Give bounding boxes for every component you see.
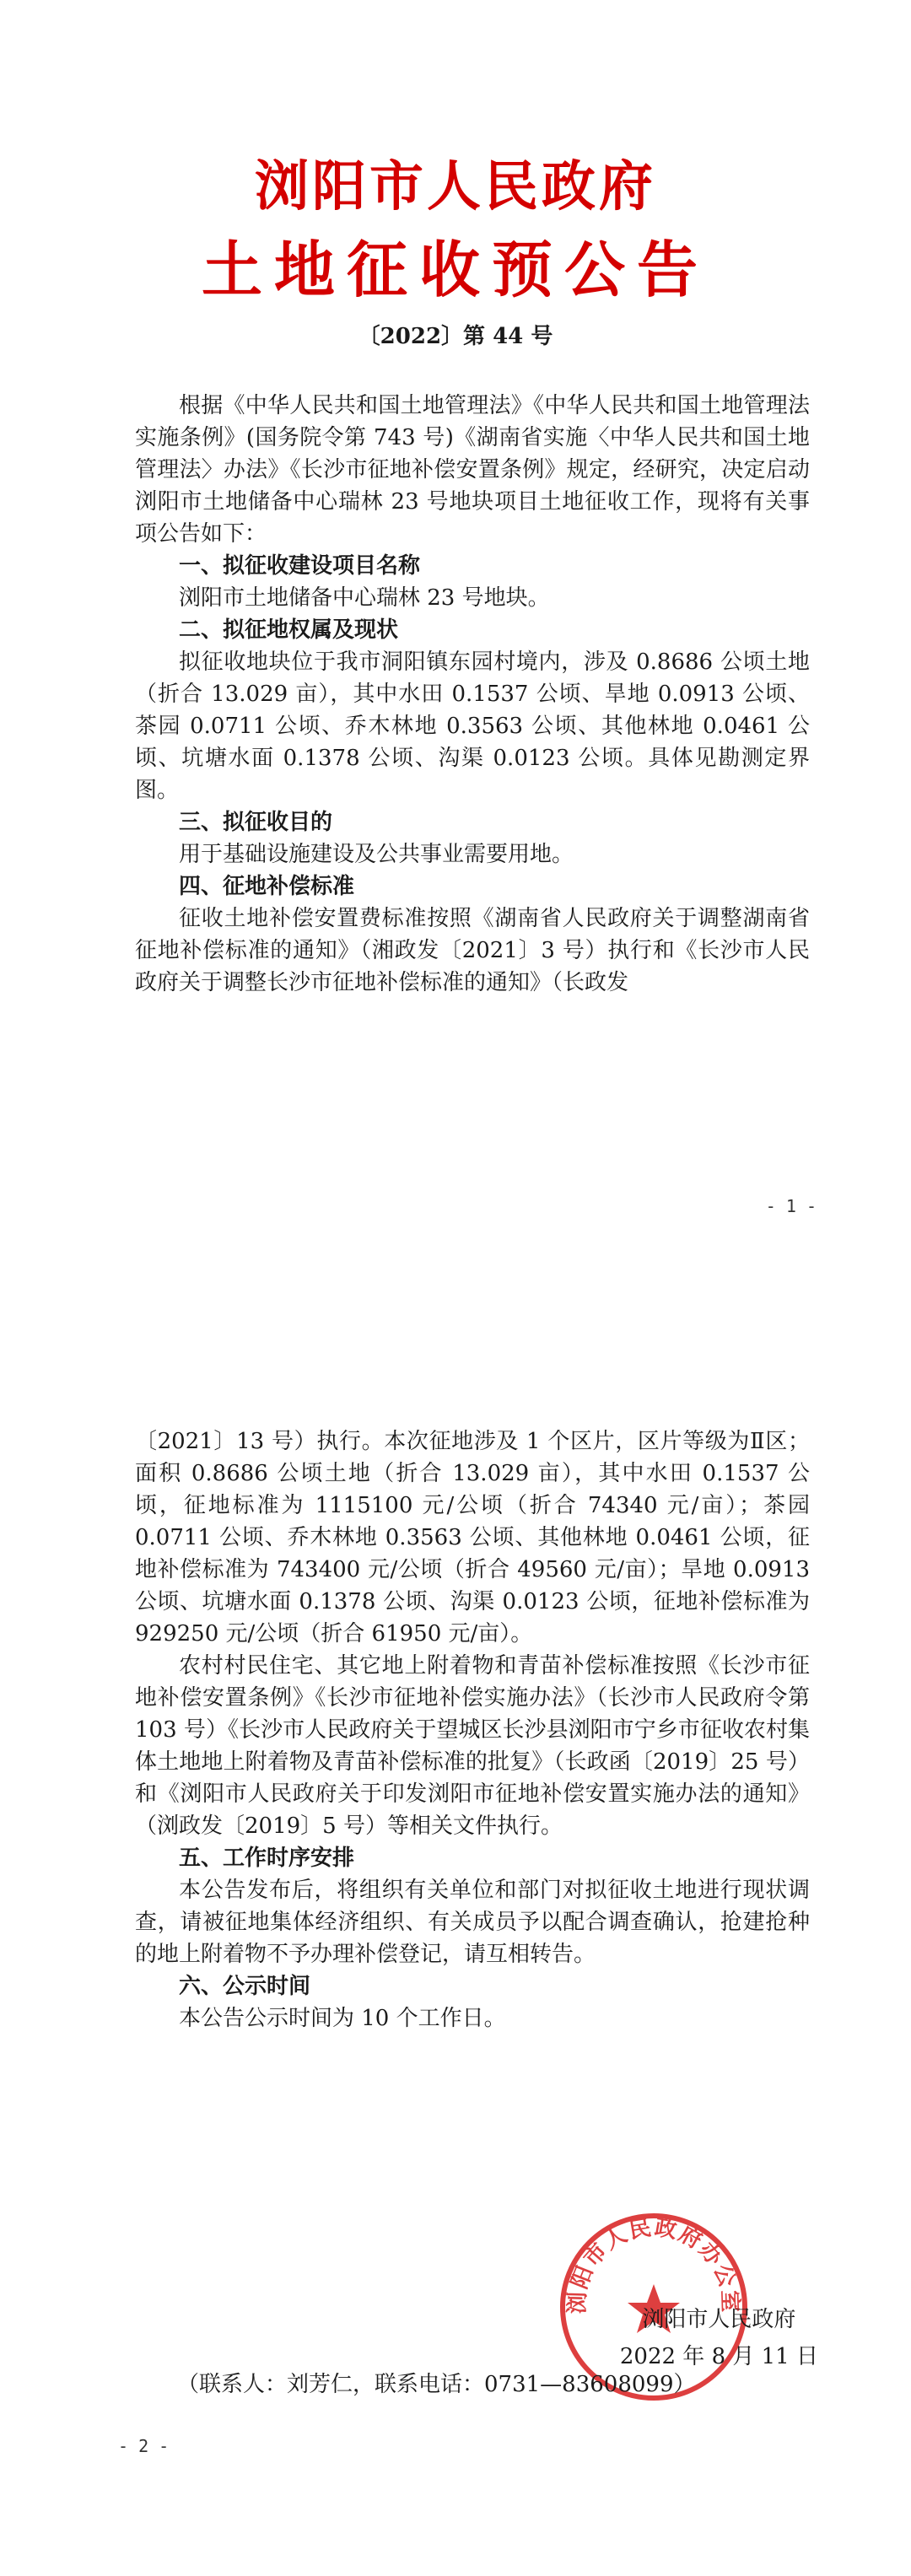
- section-heading-5: 五、工作时序安排: [179, 1846, 355, 1871]
- page-number-2: - 2 -: [118, 2436, 170, 2456]
- section-4-text: 征收土地补偿安置费标准按照《湖南省人民政府关于调整湖南省征地补偿标准的通知》（湘政发〔2021〕3 号）执行和《长沙市人民政府关于调整长沙市征地补偿标准的通知》（长政发: [135, 906, 810, 995]
- page2-body: [135, 1425, 810, 2034]
- section-4-continued: 〔2021〕13 号）执行。本次征地涉及 1 个区片，区片等级为Ⅱ区；面积 0.8686 公顷土地（折合 13.029 亩），其中水田 0.1537 公顷，征地标准为 1115100 元/公顷（折合 74340 元/亩）；茶园 0.0711 公顷、乔木林地 0.3563 公顷、其他林地 0.0461 公顷，征地补偿标准为 743400 元/公顷（折合 49560 元/亩）；旱地 0.0913 公顷、坑塘水面 0.1378 公顷、沟渠 0.0123 公顷，征地补偿标准为 929250 元/公顷（折合 61950 元/亩）。: [135, 1429, 810, 1646]
- document-title-line2: 土地征收预公告: [201, 234, 709, 305]
- section-heading-4: 四、征地补偿标准: [179, 874, 355, 899]
- contact-line: （联系人：刘芳仁，联系电话：0731—83608099）: [177, 2372, 696, 2397]
- section-2-text: 拟征收地块位于我市洞阳镇东园村境内，涉及 0.8686 公顷土地（折合 13.029 亩），其中水田 0.1537 公顷、旱地 0.0913 公顷、茶园 0.0711 公顷、乔木林地 0.3563 公顷、其他林地 0.0461 公顷、坑塘水面 0.1378 公顷、沟渠 0.0123 公顷。具体见勘测定界图。: [135, 649, 810, 803]
- page-2: [0, 1265, 911, 2576]
- section-heading-2: 二、拟征地权属及现状: [179, 617, 399, 643]
- page-number-1: - 1 -: [765, 1196, 817, 1216]
- signer-block: [620, 2301, 818, 2375]
- section-5-text: 本公告发布后，将组织有关单位和部门对拟征收土地进行现状调查，请被征地集体经济组织、有关成员予以配合调查确认，抢建抢种的地上附着物不予办理补偿登记，请互相转告。: [135, 1878, 810, 1967]
- document-title-line1: 浏阳市人民政府: [255, 155, 656, 218]
- signer-name: 浏阳市人民政府: [642, 2307, 796, 2332]
- section-heading-1: 一、拟征收建设项目名称: [179, 553, 421, 579]
- section-4-paragraph-2: 农村村民住宅、其它地上附着物和青苗补偿标准按照《长沙市征地补偿安置条例》《长沙市征地补偿实施办法》（长沙市人民政府令第 103 号）《长沙市人民政府关于望城区长沙县浏阳市宁乡市征收农村集体土地地上附着物及青苗补偿标准的批复》（长政函〔2019〕25 号）和《浏阳市人民政府关于印发浏阳市征地补偿安置实施办法的通知》（浏政发〔2019〕5 号）等相关文件执行。: [135, 1653, 810, 1839]
- intro-paragraph: 根据《中华人民共和国土地管理法》《中华人民共和国土地管理法实施条例》(国务院令第 743 号)《湖南省实施〈中华人民共和国土地管理法〉办法》《长沙市征地补偿安置条例》规定，经研究，决定启动浏阳市土地储备中心瑞林 23 号地块项目土地征收工作，现将有关事项公告如下：: [135, 393, 810, 547]
- document-number: 〔2022〕第 44 号: [358, 324, 553, 349]
- section-heading-3: 三、拟征收目的: [179, 810, 333, 835]
- issue-date: 2022 年 8 月 11 日: [619, 2344, 818, 2369]
- section-1-text: 浏阳市土地储备中心瑞林 23 号地块。: [179, 585, 550, 611]
- section-6-text: 本公告公示时间为 10 个工作日。: [179, 2006, 506, 2031]
- page1-body: [135, 390, 810, 999]
- section-heading-6: 六、公示时间: [179, 1974, 311, 1999]
- section-3-text: 用于基础设施建设及公共事业需要用地。: [179, 842, 574, 867]
- svg-text:浏阳市人民政府办公室: 浏阳市人民政府办公室: [564, 2215, 743, 2315]
- page-1: [0, 0, 911, 1265]
